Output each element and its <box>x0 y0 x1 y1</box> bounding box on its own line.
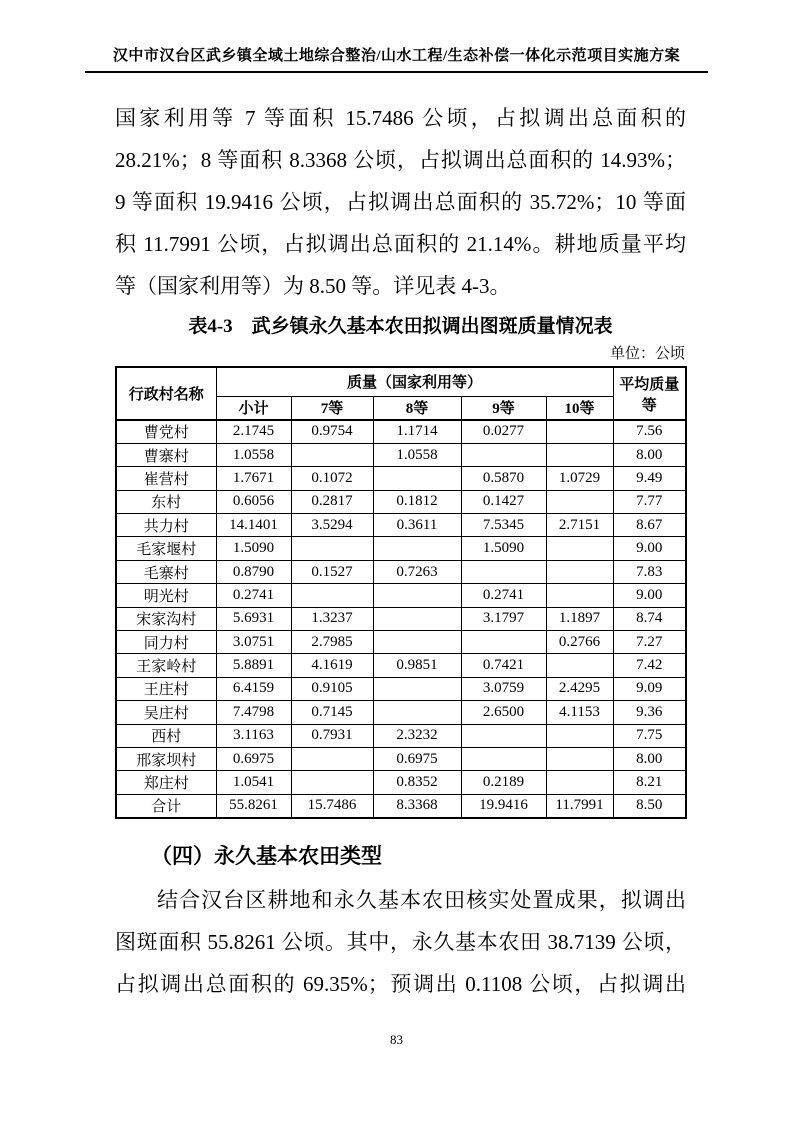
grade8-cell <box>373 701 461 724</box>
grade10-cell <box>546 584 613 607</box>
subtotal-cell: 0.6975 <box>216 747 291 770</box>
village-name-cell: 郑庄村 <box>116 771 216 794</box>
grade8-cell: 0.8352 <box>373 771 461 794</box>
grade8-cell <box>373 631 461 654</box>
grade10-cell <box>546 654 613 677</box>
grade10-cell <box>546 560 613 583</box>
table-row <box>116 560 686 583</box>
grade10-cell <box>546 747 613 770</box>
grade10-cell: 2.7151 <box>546 514 613 537</box>
subtotal-cell: 0.8790 <box>216 560 291 583</box>
subtotal-cell: 6.4159 <box>216 677 291 700</box>
village-name-cell: 王家岭村 <box>116 654 216 677</box>
grade10-cell <box>546 443 613 466</box>
grade7-cell: 15.7486 <box>291 794 373 817</box>
grade8-cell: 0.7263 <box>373 560 461 583</box>
table-row <box>116 631 686 654</box>
table-body <box>116 420 686 818</box>
avg-grade-cell: 9.00 <box>613 584 686 607</box>
grade8-cell: 1.0558 <box>373 443 461 466</box>
village-name-cell: 共力村 <box>116 514 216 537</box>
intro-paragraph <box>115 97 686 307</box>
subtotal-cell: 55.8261 <box>216 794 291 817</box>
table-row <box>116 443 686 466</box>
table-row <box>116 771 686 794</box>
village-name-cell: 曹寨村 <box>116 443 216 466</box>
table-row <box>116 584 686 607</box>
intro-line: 28.21%；8 等面积 8.3368 公顷，占拟调出总面积的 14.93%； <box>115 148 686 172</box>
grade7-cell <box>291 747 373 770</box>
grade9-cell: 1.5090 <box>461 537 546 560</box>
avg-grade-cell: 8.74 <box>613 607 686 630</box>
grade9-cell: 0.5870 <box>461 467 546 490</box>
grade7-cell: 0.9754 <box>291 420 373 443</box>
body-line: 图斑面积 55.8261 公顷。其中，永久基本农田 38.7139 公顷， <box>115 930 686 954</box>
grade8-cell: 0.1812 <box>373 490 461 513</box>
grade7-cell: 0.2817 <box>291 490 373 513</box>
avg-grade-cell: 7.42 <box>613 654 686 677</box>
grade9-cell: 7.5345 <box>461 514 546 537</box>
grade7-cell: 0.1527 <box>291 560 373 583</box>
avg-grade-cell: 9.00 <box>613 537 686 560</box>
grade7-cell: 4.1619 <box>291 654 373 677</box>
avg-grade-cell: 9.09 <box>613 677 686 700</box>
grade10-cell: 2.4295 <box>546 677 613 700</box>
header-grade8: 8等 <box>373 396 461 420</box>
section-heading: （四）永久基本农田类型 <box>151 844 382 868</box>
table-row <box>116 654 686 677</box>
grade9-cell: 3.1797 <box>461 607 546 630</box>
intro-line: 9 等面积 19.9416 公顷，占拟调出总面积的 35.72%；10 等面 <box>115 190 686 214</box>
avg-grade-cell: 7.27 <box>613 631 686 654</box>
grade10-cell: 4.1153 <box>546 701 613 724</box>
grade10-cell <box>546 724 613 747</box>
intro-line: 积 11.7991 公顷，占拟调出总面积的 21.14%。耕地质量平均 <box>115 232 686 256</box>
subtotal-cell: 1.0541 <box>216 771 291 794</box>
grade9-cell <box>461 747 546 770</box>
subtotal-cell: 1.0558 <box>216 443 291 466</box>
subtotal-cell: 1.5090 <box>216 537 291 560</box>
farmland-quality-table <box>115 366 687 819</box>
table-row <box>116 724 686 747</box>
grade7-cell: 3.5294 <box>291 514 373 537</box>
grade9-cell <box>461 724 546 747</box>
avg-grade-cell: 8.00 <box>613 747 686 770</box>
page-header-title: 汉中市汉台区武乡镇全域土地综合整治/山水工程/生态补偿一体化示范项目实施方案 <box>85 44 708 73</box>
intro-line: 国家利用等 7 等面积 15.7486 公顷，占拟调出总面积的 <box>115 106 686 130</box>
grade9-cell <box>461 560 546 583</box>
intro-line: 等（国家利用等）为 8.50 等。详见表 4-3。 <box>115 274 511 298</box>
grade8-cell <box>373 607 461 630</box>
grade10-cell: 0.2766 <box>546 631 613 654</box>
header-quality-group: 质量（国家利用等） <box>216 367 613 396</box>
avg-grade-cell: 8.50 <box>613 794 686 817</box>
page-number: 83 <box>390 1032 403 1047</box>
header-average-grade: 平均质量等 <box>613 367 686 420</box>
grade9-cell: 19.9416 <box>461 794 546 817</box>
avg-grade-cell: 9.49 <box>613 467 686 490</box>
grade8-cell <box>373 584 461 607</box>
village-name-cell: 东村 <box>116 490 216 513</box>
grade8-cell: 8.3368 <box>373 794 461 817</box>
village-name-cell: 吴庄村 <box>116 701 216 724</box>
table-row <box>116 467 686 490</box>
subtotal-cell: 7.4798 <box>216 701 291 724</box>
village-name-cell: 毛家堰村 <box>116 537 216 560</box>
table-row <box>116 490 686 513</box>
table-row <box>116 677 686 700</box>
grade9-cell <box>461 631 546 654</box>
table-row <box>116 747 686 770</box>
grade9-cell: 0.0277 <box>461 420 546 443</box>
table-row <box>116 537 686 560</box>
grade8-cell <box>373 677 461 700</box>
grade7-cell: 2.7985 <box>291 631 373 654</box>
grade7-cell <box>291 537 373 560</box>
avg-grade-cell: 8.67 <box>613 514 686 537</box>
grade9-cell: 0.1427 <box>461 490 546 513</box>
table-row <box>116 701 686 724</box>
village-name-cell: 邢家坝村 <box>116 747 216 770</box>
grade7-cell: 0.9105 <box>291 677 373 700</box>
body-paragraph <box>115 879 686 1005</box>
village-name-cell: 王庄村 <box>116 677 216 700</box>
table-row <box>116 794 686 817</box>
grade10-cell: 1.1897 <box>546 607 613 630</box>
subtotal-cell: 3.0751 <box>216 631 291 654</box>
grade8-cell <box>373 467 461 490</box>
grade9-cell: 3.0759 <box>461 677 546 700</box>
grade9-cell: 2.6500 <box>461 701 546 724</box>
grade10-cell <box>546 420 613 443</box>
grade8-cell: 0.3611 <box>373 514 461 537</box>
grade9-cell <box>461 443 546 466</box>
grade9-cell: 0.7421 <box>461 654 546 677</box>
grade10-cell: 11.7991 <box>546 794 613 817</box>
subtotal-cell: 5.8891 <box>216 654 291 677</box>
header-village-name: 行政村名称 <box>116 367 216 420</box>
table-caption: 表4-3 武乡镇永久基本农田拟调出图斑质量情况表 <box>188 316 613 337</box>
grade8-cell <box>373 537 461 560</box>
table-row <box>116 514 686 537</box>
subtotal-cell: 2.1745 <box>216 420 291 443</box>
body-line: 结合汉台区耕地和永久基本农田核实处置成果，拟调出 <box>157 888 686 912</box>
avg-grade-cell: 8.21 <box>613 771 686 794</box>
village-name-cell: 合计 <box>116 794 216 817</box>
avg-grade-cell: 7.75 <box>613 724 686 747</box>
avg-grade-cell: 9.36 <box>613 701 686 724</box>
header-grade10: 10等 <box>546 396 613 420</box>
village-name-cell: 崔营村 <box>116 467 216 490</box>
table-row <box>116 607 686 630</box>
grade8-cell: 0.6975 <box>373 747 461 770</box>
avg-grade-cell: 7.56 <box>613 420 686 443</box>
grade7-cell <box>291 443 373 466</box>
subtotal-cell: 0.2741 <box>216 584 291 607</box>
grade7-cell: 1.3237 <box>291 607 373 630</box>
grade10-cell: 1.0729 <box>546 467 613 490</box>
grade10-cell <box>546 537 613 560</box>
header-grade7: 7等 <box>291 396 373 420</box>
table-header <box>116 367 686 420</box>
grade7-cell: 0.7931 <box>291 724 373 747</box>
village-name-cell: 西村 <box>116 724 216 747</box>
grade10-cell <box>546 490 613 513</box>
grade10-cell <box>546 771 613 794</box>
subtotal-cell: 14.1401 <box>216 514 291 537</box>
grade9-cell: 0.2741 <box>461 584 546 607</box>
village-name-cell: 曹党村 <box>116 420 216 443</box>
grade9-cell: 0.2189 <box>461 771 546 794</box>
avg-grade-cell: 8.00 <box>613 443 686 466</box>
avg-grade-cell: 7.77 <box>613 490 686 513</box>
subtotal-cell: 1.7671 <box>216 467 291 490</box>
grade8-cell: 2.3232 <box>373 724 461 747</box>
body-line: 占拟调出总面积的 69.35%；预调出 0.1108 公顷，占拟调出 <box>115 972 686 996</box>
grade7-cell: 0.1072 <box>291 467 373 490</box>
village-name-cell: 宋家沟村 <box>116 607 216 630</box>
grade7-cell: 0.7145 <box>291 701 373 724</box>
header-grade9: 9等 <box>461 396 546 420</box>
village-name-cell: 明光村 <box>116 584 216 607</box>
village-name-cell: 毛寨村 <box>116 560 216 583</box>
grade8-cell: 0.9851 <box>373 654 461 677</box>
avg-grade-cell: 7.83 <box>613 560 686 583</box>
subtotal-cell: 3.1163 <box>216 724 291 747</box>
grade8-cell: 1.1714 <box>373 420 461 443</box>
grade7-cell <box>291 584 373 607</box>
village-name-cell: 同力村 <box>116 631 216 654</box>
grade7-cell <box>291 771 373 794</box>
subtotal-cell: 0.6056 <box>216 490 291 513</box>
table-unit-label: 单位：公顷 <box>609 346 685 362</box>
subtotal-cell: 5.6931 <box>216 607 291 630</box>
header-subtotal: 小计 <box>216 396 291 420</box>
table-row <box>116 420 686 443</box>
